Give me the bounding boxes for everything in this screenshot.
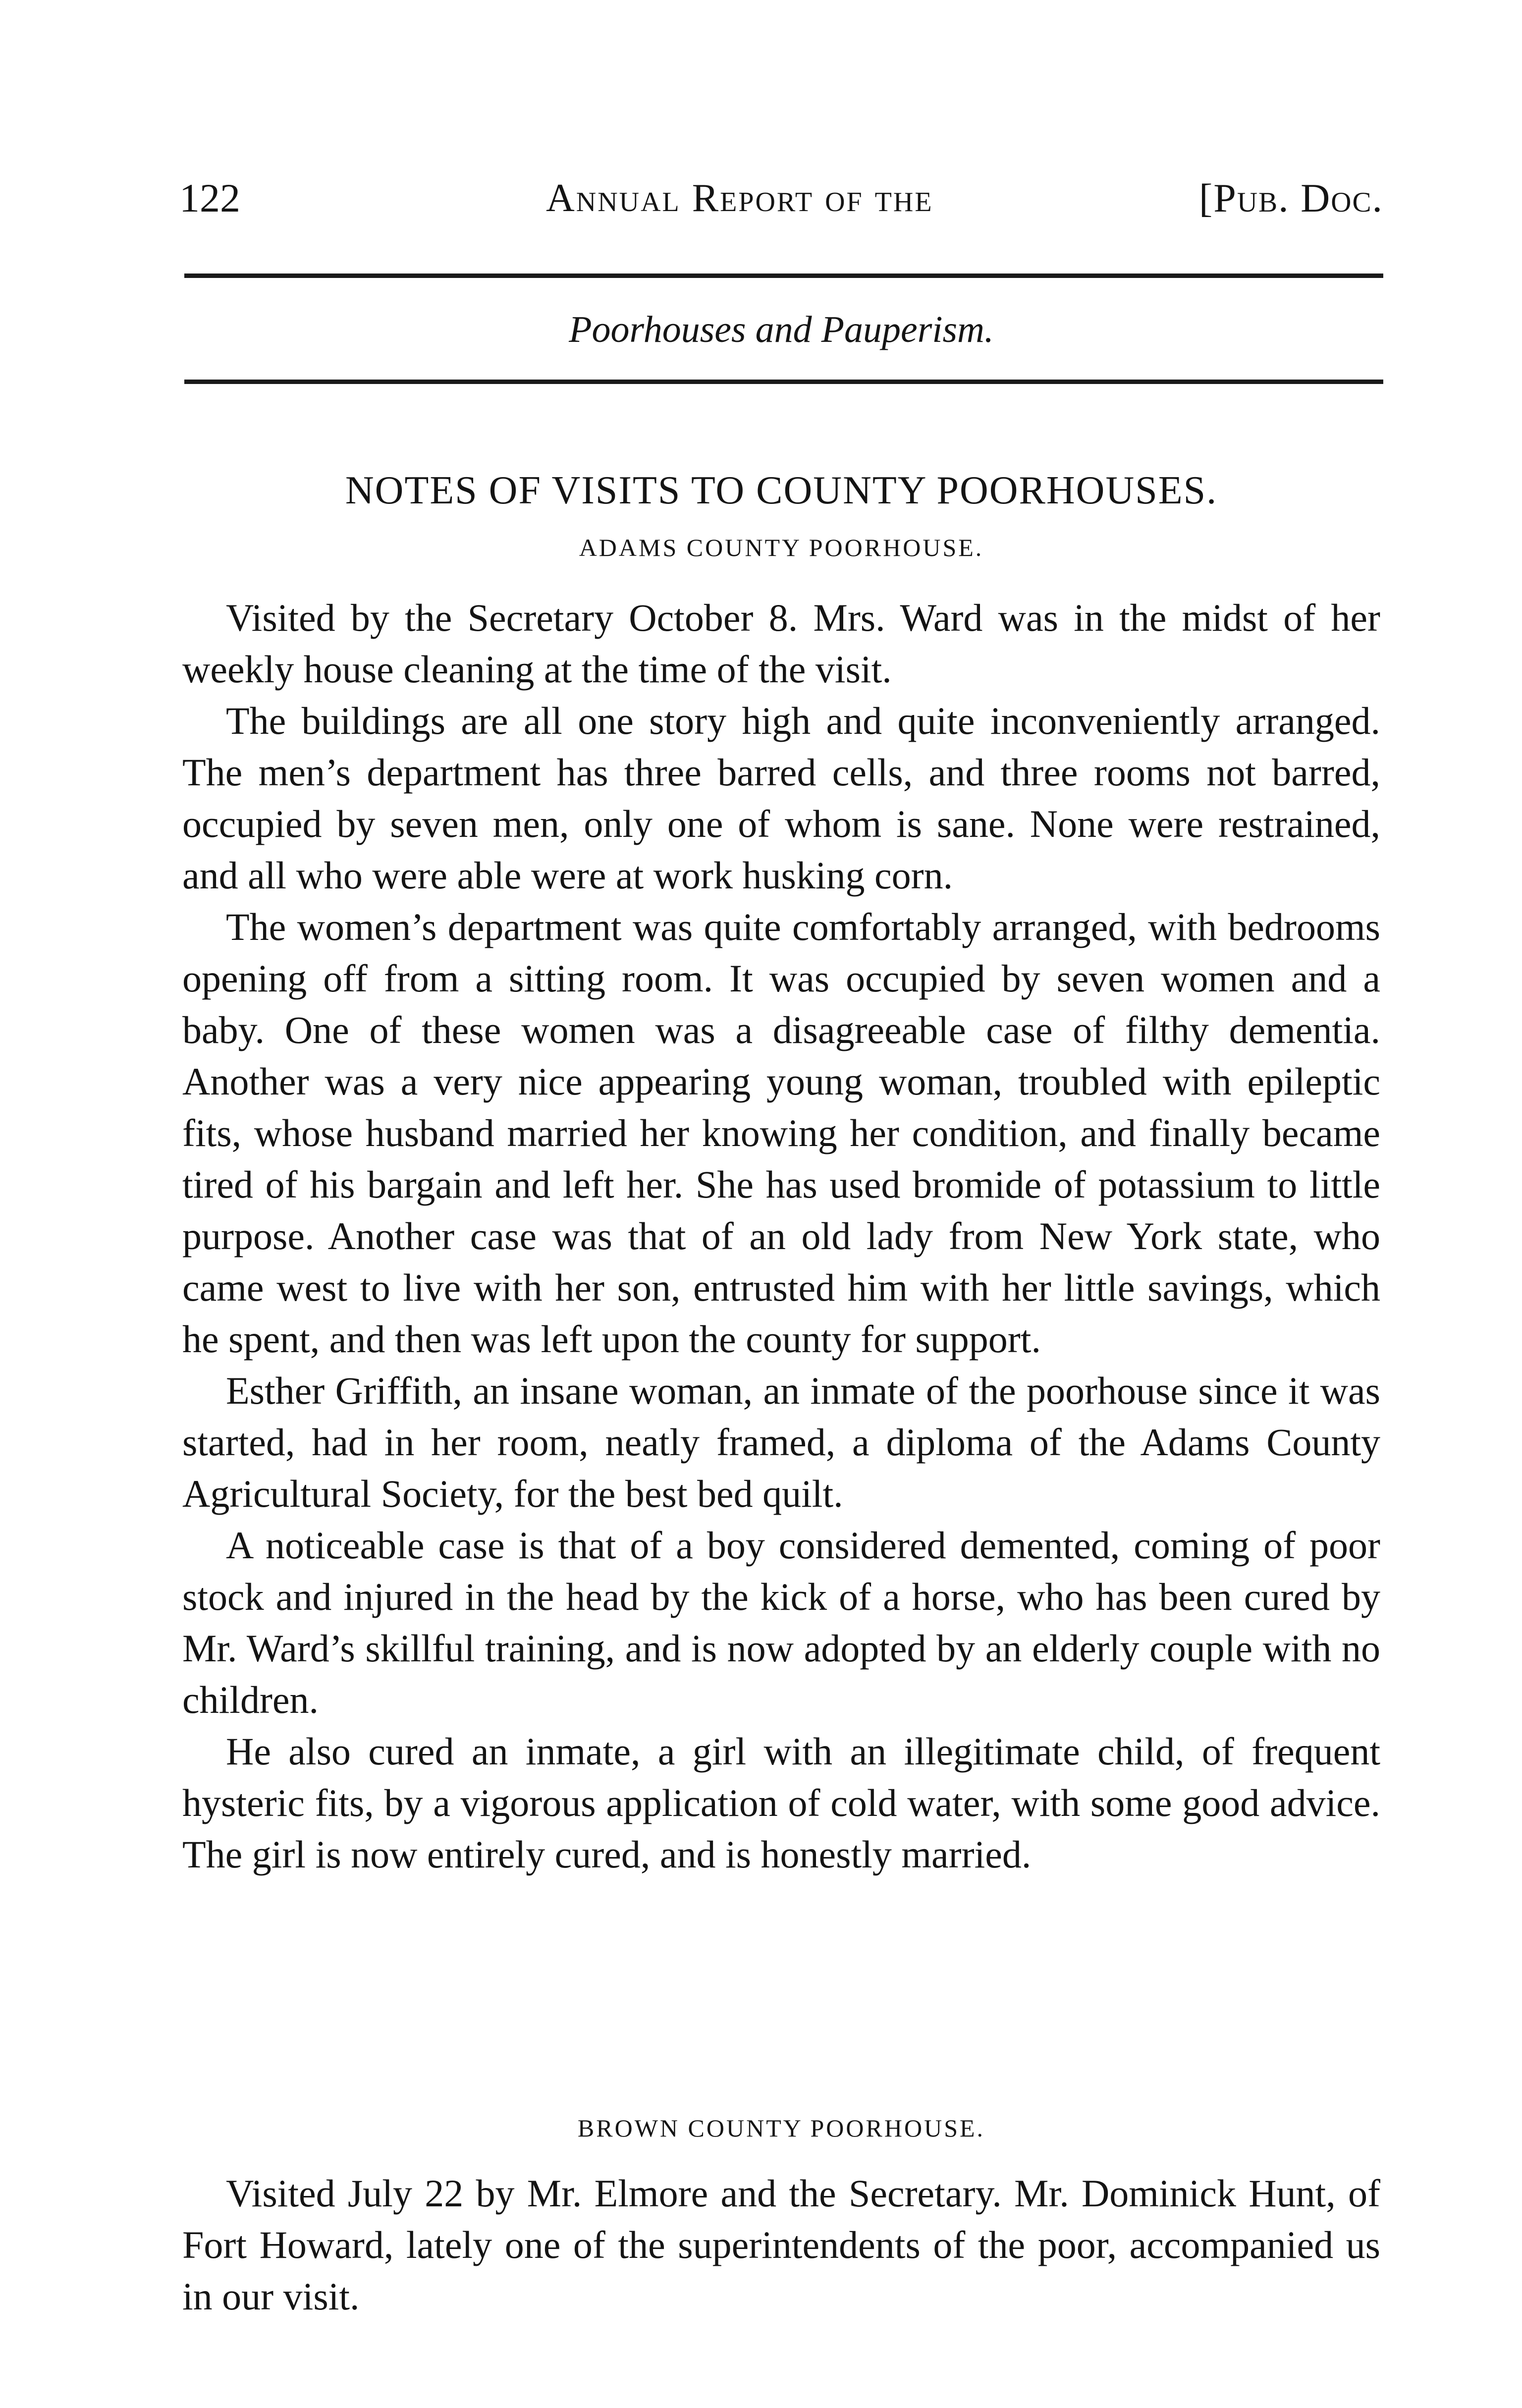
paragraph: Esther Griffith, an insane woman, an inmate of the poorhouse since it was started, had in her room, neatly framed, a diploma of the Adams County Agricultural Society, for the best bed quilt. [182,1369,1380,1515]
main-heading: NOTES OF VISITS TO COUNTY POORHOUSES. [345,469,1218,512]
adams-county-text [182,592,1380,1880]
page-number: 122 [179,175,240,220]
paragraph: The women’s department was quite comfortably arranged, with bedrooms opening off from a sitting room. It was occupied by seven women and a baby. One of these women was a disagreeable case of filthy dementia. Another was a very nice appearing young woman, troubled with epileptic fits, whose husband married her knowing her condition, and finally became tired of his bargain and left her. She has used bromide of potassium to little purpose. Another case was that of an old lady from New York state, who came west to live with her son, entrusted him with her little savings, which he spent, and then was left upon the county for support. [182,905,1380,1361]
paragraph: A noticeable case is that of a boy considered demented, coming of poor stock and injured in the head by the kick of a horse, who has been cured by Mr. Ward’s skillful training, and is now adopted by an elderly couple with no children. [182,1524,1380,1721]
paragraph: The buildings are all one story high and quite inconveniently arranged. The men’s department has three barred cells, and three rooms not barred, occupied by seven men, only one of whom is sane. None were restrained, and all who were able were at work husking corn. [182,699,1380,897]
running-head [179,171,1383,225]
paragraph: Visited July 22 by Mr. Elmore and the Secretary. Mr. Dominick Hunt, of Fort Howard, lately one of the superintendents of the poor, accompanied us in our visit. [182,2172,1380,2318]
brown-county-heading: BROWN COUNTY POORHOUSE. [577,2114,985,2142]
paragraph: Visited by the Secretary October 8. Mrs. Ward was in the midst of her weekly house cleaning at the time of the visit. [182,596,1380,691]
section-subhead: Poorhouses and Pauperism. [569,309,994,350]
report-title: Annual Report of the [546,176,933,220]
brown-county-text [182,2168,1380,2322]
top-rule [184,274,1383,278]
adams-county-heading: ADAMS COUNTY POORHOUSE. [579,534,984,561]
document-label: [Pub. Doc. [1199,175,1383,220]
bottom-rule [184,380,1383,384]
paragraph: He also cured an inmate, a girl with an illegitimate child, of frequent hysteric fits, by a vigorous application of cold water, with some good advice. The girl is now entirely cured, and is honestly married. [182,1730,1380,1876]
